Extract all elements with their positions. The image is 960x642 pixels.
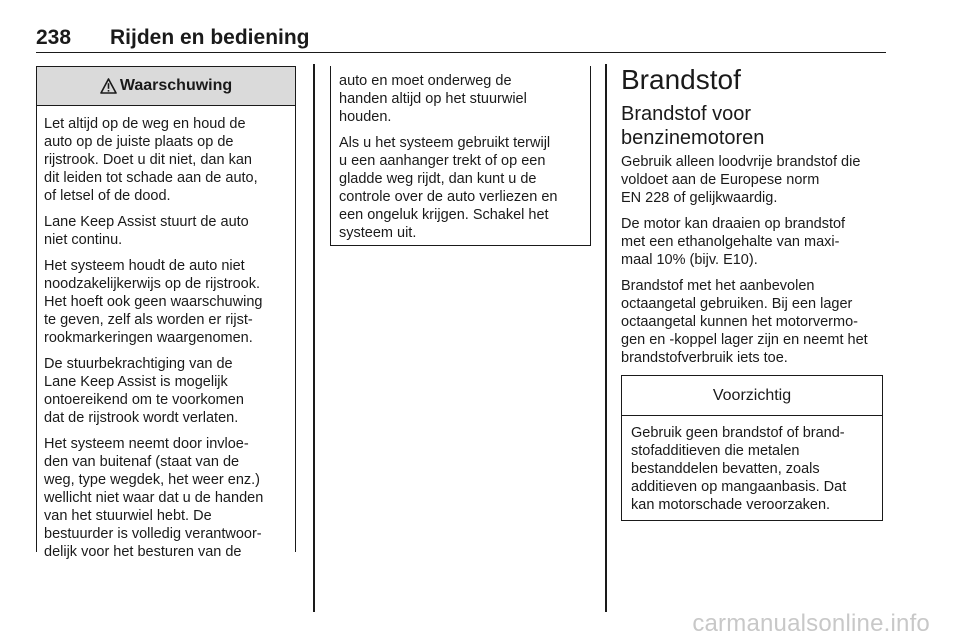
- text-line: handen altijd op het stuurwiel: [339, 91, 527, 107]
- text-line: Lane Keep Assist stuurt de auto: [44, 214, 249, 230]
- paragraph: [621, 153, 889, 207]
- text-line: De stuurbekrachtiging van de: [44, 356, 233, 372]
- text-line: Het systeem houdt de auto niet: [44, 258, 245, 274]
- paragraph: [44, 115, 295, 205]
- warning-title: Waarschuwing: [119, 77, 233, 94]
- text-line: Gebruik alleen loodvrije brandstof die: [621, 154, 861, 170]
- text-line: kan motorschade veroorzaken.: [631, 497, 831, 513]
- text-line: dit leiden tot schade aan de auto,: [44, 170, 258, 186]
- text-line: wellicht niet waar dat u de handen: [44, 490, 264, 506]
- paragraph: [621, 277, 889, 367]
- text-line: brandstofverbruik iets toe.: [621, 350, 788, 366]
- text-line: octaangetal gebruiken. Bij een lager: [621, 296, 853, 312]
- text-line: Gebruik geen brandstof of brand-: [631, 425, 845, 441]
- text-line: dat de rijstrook wordt verlaten.: [44, 410, 239, 426]
- text-line: u een aanhanger trekt of op een: [339, 153, 546, 169]
- paragraph: [339, 72, 590, 126]
- text-line: Lane Keep Assist is mogelijk: [44, 374, 228, 390]
- caution-box: [621, 375, 883, 521]
- caution-header: Voorzichtig: [622, 376, 882, 416]
- warning-header: [37, 66, 295, 106]
- paragraph: [44, 435, 295, 561]
- page-header: [36, 26, 886, 53]
- text-line: voldoet aan de Europese norm: [621, 172, 820, 188]
- paragraph: [44, 213, 295, 249]
- text-line: rijstrook. Doet u dit niet, dan kan: [44, 152, 252, 168]
- text-line: gladde weg rijdt, dan kunt u de: [339, 171, 537, 187]
- section-title: Rijden en bediening: [110, 26, 310, 49]
- text-line: weg, type wegdek, het weer enz.): [44, 472, 261, 488]
- fuel-section: [621, 64, 889, 521]
- text-line: delijk voor het besturen van de: [44, 544, 242, 560]
- warning-triangle-icon: [100, 78, 117, 94]
- subheading-line: benzinemotoren: [621, 127, 765, 149]
- text-line: Let altijd op de weg en houd de: [44, 116, 246, 132]
- text-line: te geven, zelf als worden er rijst-: [44, 312, 253, 328]
- text-line: houden.: [339, 109, 392, 125]
- paragraph: [621, 215, 889, 269]
- text-line: een ongeluk krijgen. Schakel het: [339, 207, 549, 223]
- text-line: rookmarkeringen waargenomen.: [44, 330, 253, 346]
- text-line: De motor kan draaien op brandstof: [621, 216, 846, 232]
- text-line: auto op de juiste plaats op de: [44, 134, 234, 150]
- text-line: gen en -koppel lager zijn en neemt het: [621, 332, 868, 348]
- text-line: bestuurder is volledig verantwoor-: [44, 526, 262, 542]
- fuel-subheading: [621, 102, 889, 150]
- text-line: auto en moet onderweg de: [339, 73, 512, 89]
- subheading-line: Brandstof voor: [621, 103, 752, 125]
- text-line: van het stuurwiel hebt. De: [44, 508, 212, 524]
- paragraph: [339, 134, 590, 242]
- text-line: ontoereikend om te voorkomen: [44, 392, 244, 408]
- text-line: bestanddelen bevatten, zoals: [631, 461, 820, 477]
- page-number: 238: [36, 26, 72, 49]
- paragraph: [44, 257, 295, 347]
- paragraph: [44, 355, 295, 427]
- text-line: Als u het systeem gebruikt terwijl: [339, 135, 551, 151]
- text-line: stofadditieven die metalen: [631, 443, 800, 459]
- text-line: maal 10% (bijv. E10).: [621, 252, 758, 268]
- text-line: Brandstof met het aanbevolen: [621, 278, 815, 294]
- text-line: additieven op mangaanbasis. Dat: [631, 479, 847, 495]
- warning-box-continued: [330, 66, 591, 246]
- text-line: of letsel of de dood.: [44, 188, 171, 204]
- warning-box: [36, 66, 296, 560]
- caution-text: [622, 416, 882, 514]
- text-line: met een ethanolgehalte van maxi-: [621, 234, 840, 250]
- fuel-text: [621, 153, 889, 367]
- fuel-heading: Brandstof: [621, 64, 741, 95]
- text-line: EN 228 of gelijkwaardig.: [621, 190, 778, 206]
- column-divider: [605, 64, 607, 612]
- text-line: Het hoeft ook geen waarschuwing: [44, 294, 263, 310]
- text-line: controle over de auto verliezen en: [339, 189, 558, 205]
- warning-text: [37, 106, 295, 561]
- text-line: den van buitenaf (staat van de: [44, 454, 240, 470]
- text-line: niet continu.: [44, 232, 123, 248]
- text-line: systeem uit.: [339, 225, 417, 241]
- watermark: carmanualsonline.info: [692, 610, 930, 637]
- text-line: noodzakelijkerwijs op de rijstrook.: [44, 276, 260, 292]
- text-line: Het systeem neemt door invloe-: [44, 436, 249, 452]
- text-line: octaangetal kunnen het motorvermo-: [621, 314, 858, 330]
- column-divider: [313, 64, 315, 612]
